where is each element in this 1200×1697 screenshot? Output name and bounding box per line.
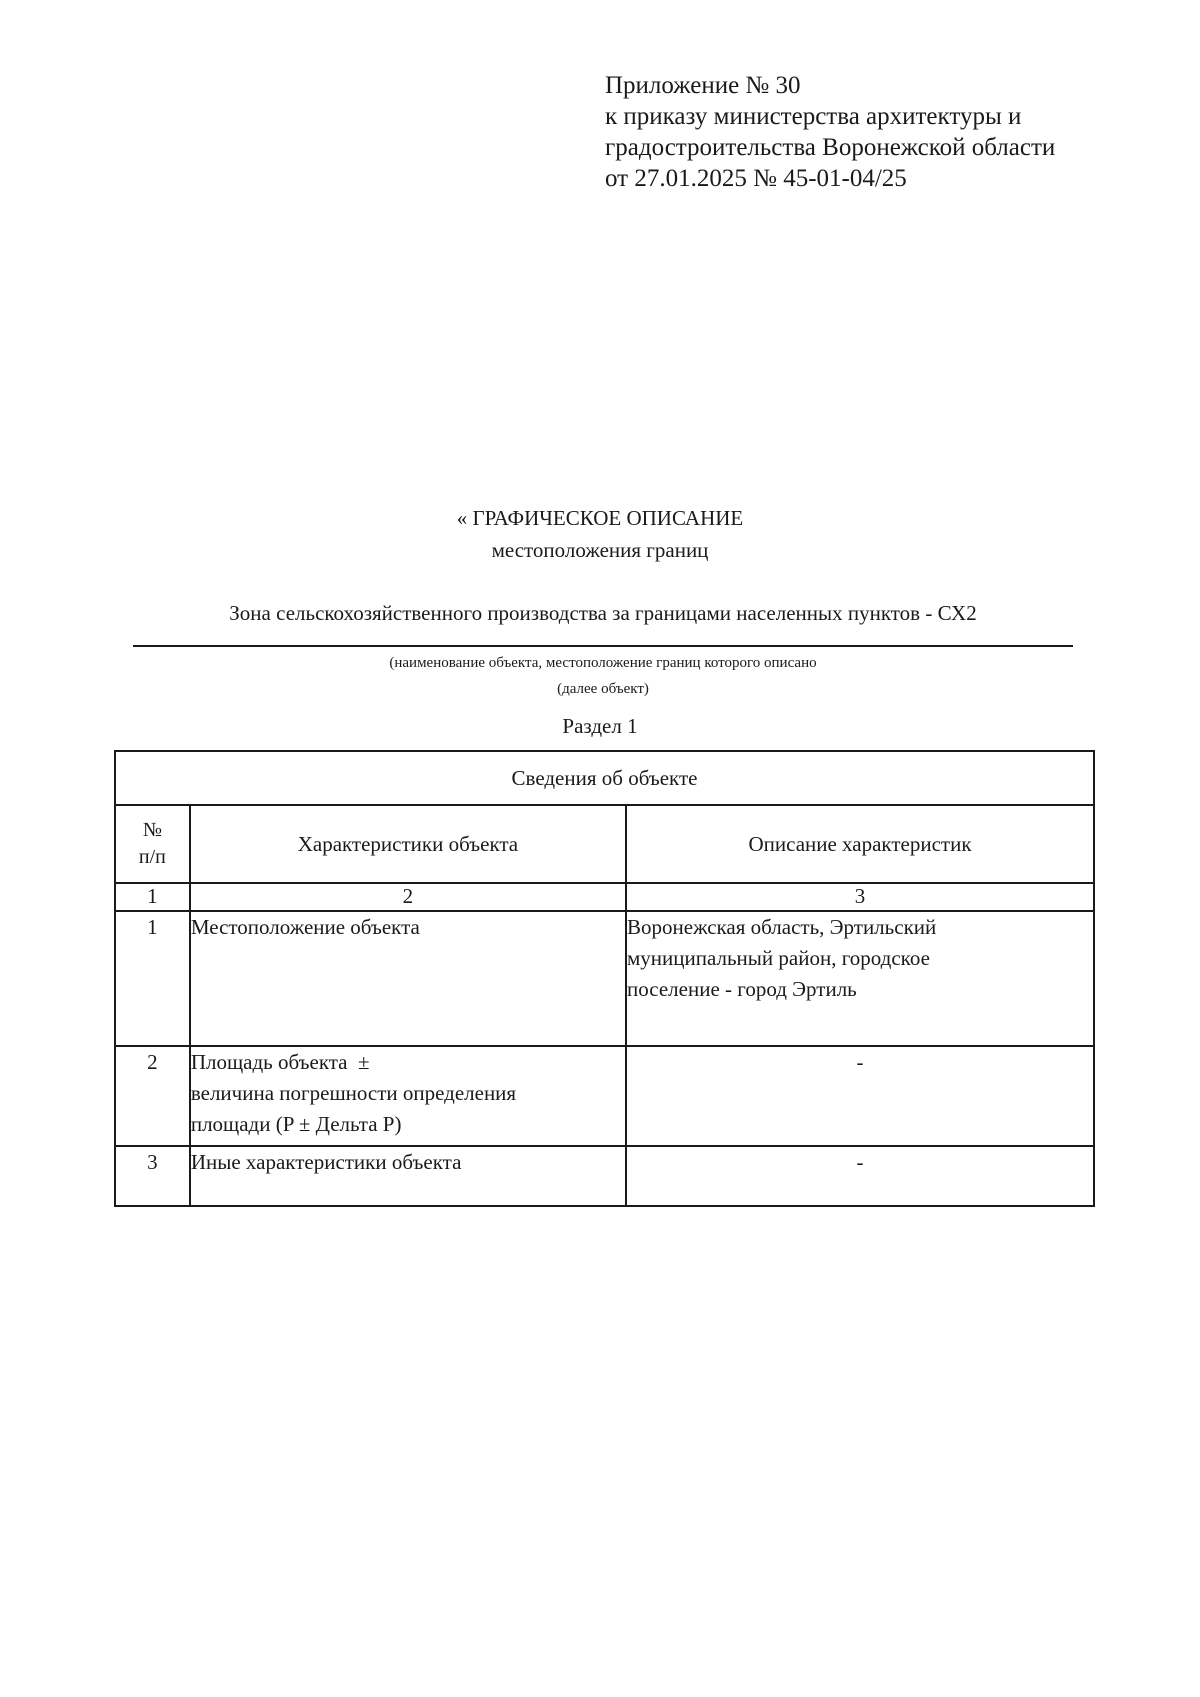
characteristic-line: Площадь объекта ± <box>190 1050 370 1074</box>
column-number-row <box>115 883 1094 911</box>
object-caption-line: (наименование объекта, местоположение границ которого описано <box>389 655 817 671</box>
object-name: Зона сельскохозяйственного производства за границами населенных пунктов - СХ2 <box>229 601 977 625</box>
appendix-header <box>605 70 1055 194</box>
table-header-row <box>115 805 1094 883</box>
object-info-table <box>114 750 1095 1207</box>
column-number: 3 <box>626 883 1094 911</box>
header-number-symbol: № <box>142 819 162 841</box>
table-row <box>115 911 1094 1046</box>
document-title: « ГРАФИЧЕСКОЕ ОПИСАНИЕ <box>456 506 744 530</box>
header-characteristic: Характеристики объекта <box>190 805 626 883</box>
header-description: Описание характеристик <box>626 805 1094 883</box>
row-characteristic: Иные характеристики объекта <box>190 1146 626 1206</box>
document-subtitle: местоположения границ <box>491 538 709 562</box>
description-line: поселение - город Эртиль <box>627 977 857 1001</box>
header-number <box>115 805 190 883</box>
appendix-line: от 27.01.2025 № 45-01-04/25 <box>605 165 907 192</box>
header-number-abbrev: п/п <box>138 846 166 868</box>
appendix-line: Приложение № 30 <box>605 72 801 99</box>
table-row <box>115 1046 1094 1146</box>
characteristic-line: величина погрешности определения <box>190 1081 517 1105</box>
table-title: Сведения об объекте <box>115 751 1094 805</box>
object-caption-line: (далее объект) <box>557 681 649 697</box>
column-number: 1 <box>115 883 190 911</box>
table-row <box>115 1146 1094 1206</box>
object-name-underline <box>133 645 1073 647</box>
row-number: 3 <box>115 1146 190 1206</box>
row-description: - <box>626 1146 1094 1206</box>
column-number: 2 <box>190 883 626 911</box>
row-description: - <box>626 1046 1094 1146</box>
row-description <box>626 911 1094 1046</box>
section-label: Раздел 1 <box>562 714 638 738</box>
row-number: 2 <box>115 1046 190 1146</box>
object-caption <box>133 650 1073 702</box>
row-characteristic: Местоположение объекта <box>190 911 626 1046</box>
characteristic-line: площади (P ± Дельта P) <box>190 1112 402 1136</box>
row-characteristic <box>190 1046 626 1146</box>
appendix-line: к приказу министерства архитектуры и <box>605 103 1022 130</box>
row-number: 1 <box>115 911 190 1046</box>
description-line: муниципальный район, городское <box>627 946 930 970</box>
appendix-line: градостроительства Воронежской области <box>605 134 1056 161</box>
description-line: Воронежская область, Эртильский <box>627 915 937 939</box>
